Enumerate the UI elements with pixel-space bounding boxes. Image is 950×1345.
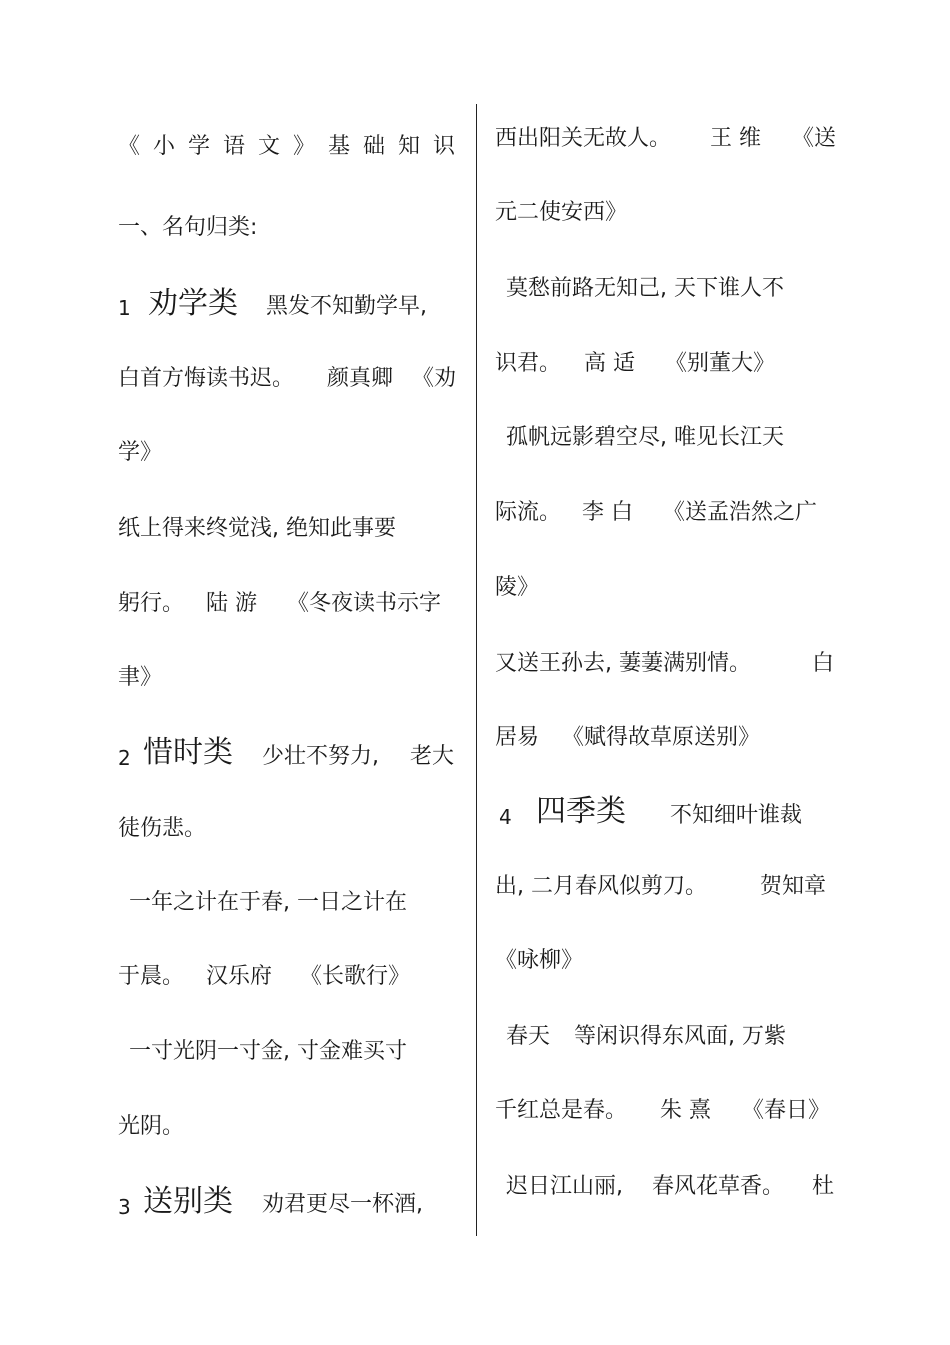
- author: 陆 游: [206, 591, 257, 616]
- poem-title: 陵》: [495, 575, 540, 600]
- verse-line: 于晨。: [118, 964, 185, 989]
- verse-line: 出, 二月春风似剪刀。: [495, 874, 707, 899]
- category-heading: 劝学类: [148, 286, 238, 321]
- poem-title: 元二使安西》: [495, 200, 628, 225]
- poem-title: 聿》: [118, 665, 163, 690]
- verse-line: 千红总是春。: [495, 1098, 628, 1123]
- season-label: 春天: [506, 1024, 551, 1049]
- author: 杜: [812, 1174, 835, 1199]
- verse-line: 莫愁前路无知己, 天下谁人不: [506, 276, 784, 301]
- poem-title: 《春日》: [742, 1098, 831, 1123]
- author: 白: [812, 651, 835, 676]
- category-number: 1: [118, 296, 131, 320]
- verse-line: 又送王孙去, 萋萋满别情。: [495, 651, 751, 676]
- poem-title: 《送: [792, 126, 837, 151]
- poem-title: 《别董大》: [665, 351, 776, 376]
- category-number: 2: [118, 746, 131, 770]
- verse-line: 一寸光阴一寸金, 寸金难买寸: [129, 1039, 407, 1064]
- verse-line: 孤帆远影碧空尽, 唯见长江天: [506, 425, 784, 450]
- author: 王 维: [710, 126, 761, 151]
- verse-line: 白首方悔读书迟。: [118, 366, 295, 391]
- verse-line: 迟日江山丽,: [506, 1174, 623, 1199]
- verse-line: 春风花草香。: [652, 1174, 785, 1199]
- verse-line: 老大: [410, 744, 455, 769]
- author: 高 适: [584, 351, 635, 376]
- verse-line: 劝君更尽一杯酒,: [262, 1192, 423, 1217]
- poem-title: 《赋得故草原送别》: [562, 725, 761, 750]
- author: 贺知章: [760, 874, 827, 899]
- section-heading: 一、名句归类:: [118, 215, 258, 240]
- category-number: 3: [118, 1195, 131, 1219]
- verse-line: 躬行。: [118, 591, 185, 616]
- category-number: 4: [499, 805, 512, 829]
- category-heading: 四季类: [536, 794, 626, 829]
- verse-line: 黑发不知勤学早,: [266, 294, 427, 319]
- poem-title: 《长歌行》: [300, 964, 411, 989]
- category-heading: 惜时类: [143, 735, 233, 770]
- author: 朱 熹: [660, 1098, 711, 1123]
- verse-line: 一年之计在于春, 一日之计在: [129, 890, 407, 915]
- column-divider: [476, 104, 477, 1236]
- poem-title: 学》: [118, 440, 163, 465]
- verse-line: 光阴。: [118, 1114, 185, 1139]
- poem-title: 《送孟浩然之广: [663, 500, 818, 525]
- verse-line: 少壮不努力,: [262, 744, 379, 769]
- poem-title: 《劝: [412, 366, 457, 391]
- author: 居易: [495, 725, 540, 750]
- verse-line: 际流。: [495, 500, 562, 525]
- poem-title: 《冬夜读书示字: [287, 591, 442, 616]
- category-heading: 送别类: [143, 1184, 233, 1219]
- verse-line: 西出阳关无故人。: [495, 126, 672, 151]
- verse-line: 徒伤悲。: [118, 816, 207, 841]
- verse-line: 识君。: [495, 351, 562, 376]
- verse-line: 等闲识得东风面, 万紫: [574, 1024, 786, 1049]
- verse-line: 纸上得来终觉浅, 绝知此事要: [118, 516, 396, 541]
- author: 李 白: [582, 500, 633, 525]
- verse-line: 不知细叶谁裁: [670, 803, 803, 828]
- poem-title: 《咏柳》: [495, 948, 584, 973]
- document-title: 《小学语文》基础知识: [118, 134, 469, 159]
- author: 汉乐府: [206, 964, 273, 989]
- author: 颜真卿: [327, 366, 394, 391]
